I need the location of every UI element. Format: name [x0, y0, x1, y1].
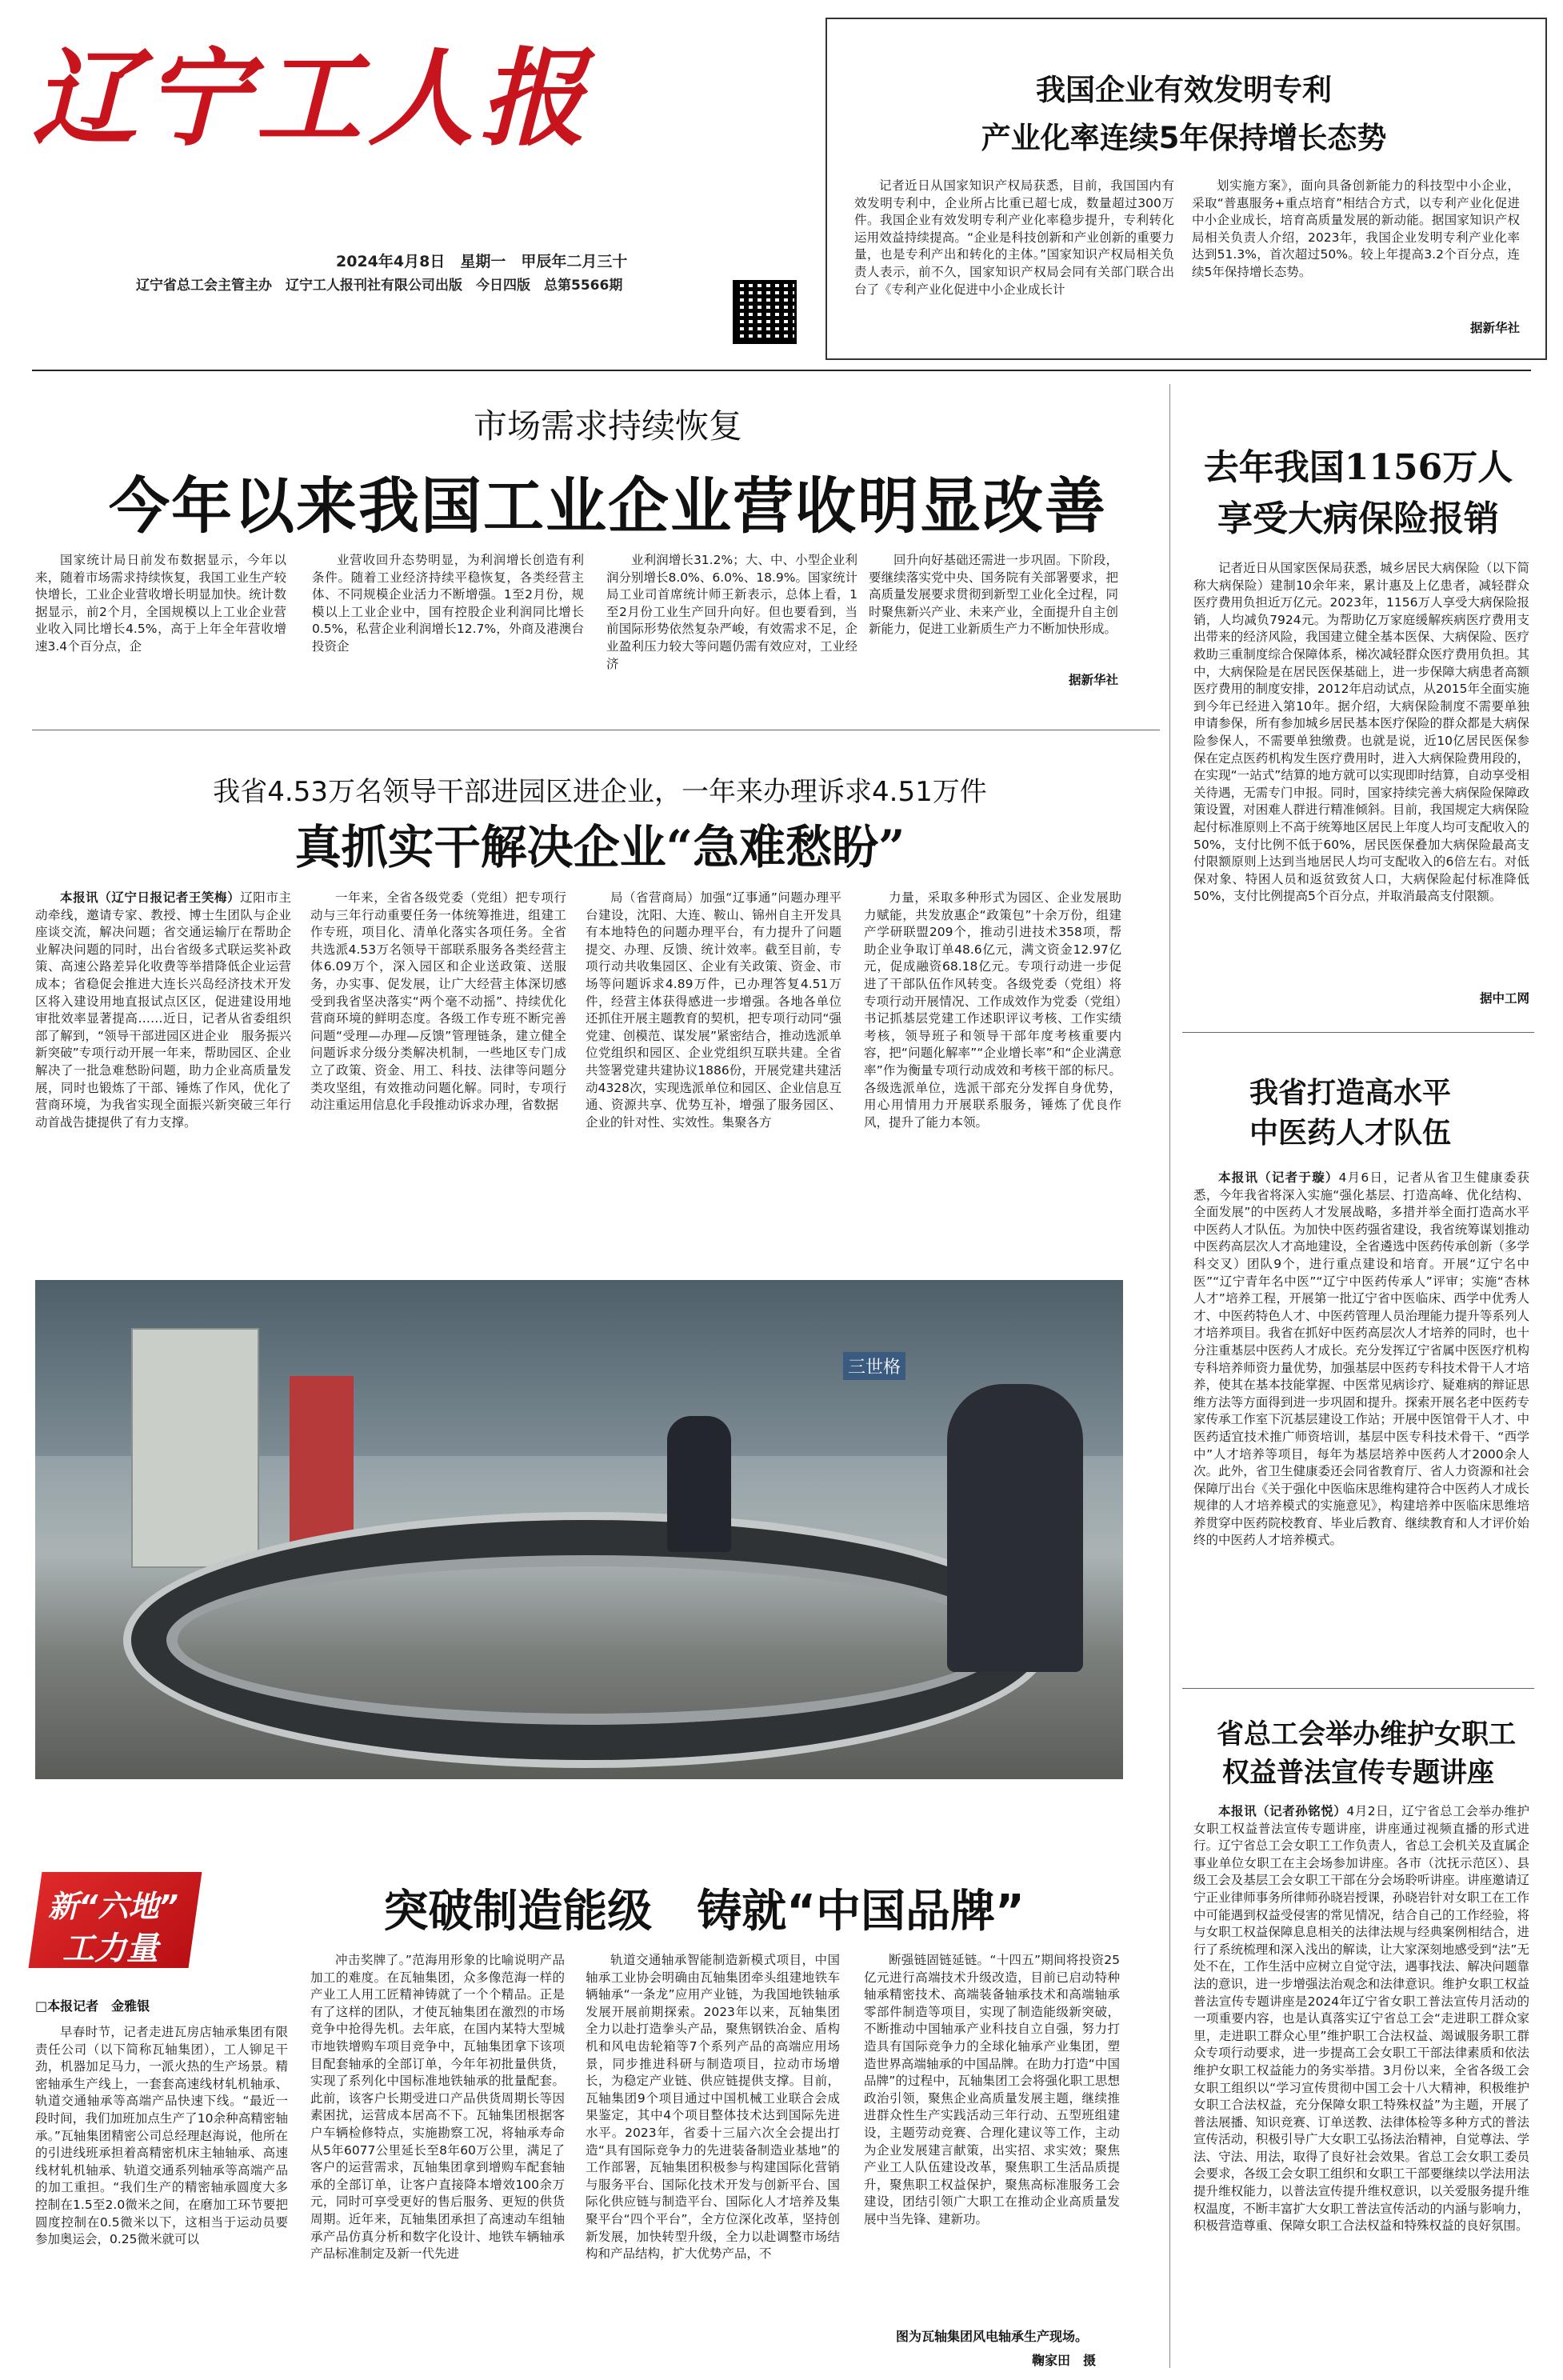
top-story-col-2: 划实施方案》，面向具备创新能力的科技型中小企业，采取“普惠服务+重点培育”相结合方式，以专利产业化促进中小企业成长，培育高质量发展的新动能。据国家知识产权局相关负责人介绍，2023年，我国企业发明专利产业化率达到51.3%，首次超过50%。较上年提高3.2个百分点，连续5年保持增长态势。 [1192, 178, 1520, 279]
insurance-headline-1: 去年我国1156万人 [1203, 447, 1513, 488]
photo-red-cabinet [290, 1376, 354, 1560]
top-story-headline-1: 我国企业有效发明专利 [1036, 73, 1332, 107]
insurance-body: 记者近日从国家医保局获悉，城乡居民大病保险（以下简称大病保险）建制10余年来，累计惠及上亿患者，减轻群众医疗费用负担近万亿元。2023年，1156万人享受大病保险报销，人均减负7924元。为帮助亿万家庭缓解疾病医疗费用支出带来的经济风险，我国建立健全基本医保、大病保险、医疗救助三重制度综合保障体系，梯次减轻群众医疗费用负担。其中，大病保险是在居民医保基础上，进一步保障大病患者高额医疗费用的制度安排，2012年启动试点，从2015年全面实施到今年已经进入第10年。据介绍，大病保险制度不需要单独申请参保，所有参加城乡居民基本医疗保险的群众都是大病保险参保人，不需要单独缴费。也就是说，近10亿居民医保参保在定点医药机构发生医疗费用时，进入大病保险费用段的，在实现“一站式”结算的地方就可以实现即时结算，自动享受相关待遇，无需专门申报。同时，国家持续完善大病保险保障政策设置，对困难人群进行精准倾斜。目前，我国规定大病保险起付标准原则上不高于统筹地区居民上年度人均可支配收入的50%，支付比例不低于60%，居民医保叠加大病保险最高支付限额原则上达到当地居民人均可支配收入的6倍左右。对低保对象、特困人员和返贫致贫人口，大病保险起付标准降低50%，支付比例提高5个百分点，并取消最高支付限额。 [1193, 561, 1529, 904]
photo-worker-right [947, 1384, 1083, 1672]
bearing-col-4: 断强链固链延链。“十四五”期间将投资25亿元进行高端技术升级改造，目前已启动特种轴承精密技术、高端装备轴承技术和高端轴承零部件制造等项目，实现了制造能级新突破，不断推动中国轴承产业科技自立自强，努力打造具有国际竞争力的全球化轴承产业集团，塑造世界高端轴承的中国品牌。在助力打造“中国品牌”的过程中，瓦轴集团工会将强化职工思想政治引领，聚焦企业高质量发展主题，继续推进群众性生产实践活动三年行动、五型班组建设，主题劳动竞赛、合理化建议等工作，主动为企业发展建言献策，出实招、求实效；聚焦产业工人队伍建设改革，聚焦职工生活品质提升，聚焦职工权益保护，聚焦高标准服务工会建设，团结引领广大职工在推动企业高质量发展中当先锋、建新功。 [864, 1953, 1120, 2226]
photo-machine-left [131, 1328, 259, 1568]
right-rule-1 [1182, 1032, 1534, 1033]
lead-col-1: 国家统计局日前发布数据显示，今年以来，随着市场需求持续恢复，我国工业生产较快增长，工业企业营收增长明显加快。统计数据显示，前2个月，全国规模以上工业企业营业收入同比增长4.5%，高于上年全年营收增速3.4个百分点，企 [35, 553, 286, 654]
right-rule-2 [1182, 1688, 1534, 1689]
union-headline-2: 权益普法宣传专题讲座 [1222, 1757, 1494, 1789]
bearing-col-3: 轨道交通轴承智能制造新模式项目，中国轴承工业协会明确由瓦轴集团牵头组建地铁车辆轴承“一条龙”应用产业链，为我国地铁轴承发展开展前期探索。2023年以来，瓦轴集团全力以赴打造拳头产品，聚焦钢铁冶金、盾构机和风电齿轮箱等7个系列产品的高端应用场景，同步推进科研与制造项目，拉动市场增长，为稳定产业链、供应链提供支撑。目前，瓦轴集团9个项目通过中国机械工业联合会成果鉴定，其中4个项目整体技术达到国际先进水平。2023年，省委十三届六次全会提出打造“具有国际竞争力的先进装备制造业基地”的工作部署，瓦轴集团积极参与构建国际化营销与服务平台、国际化技术开发与创新平台、国际化供应链与制造平台、国际化人才培养及集聚平台“四个平台”，全方位深化改革，坚持创新发展，加快转型升级，全力以赴调整市场结构和产品结构，扩大优势产品，不 [586, 1953, 840, 2262]
bearing-byline: □本报记者 金雅银 [35, 1998, 150, 2014]
masthead-rule [32, 370, 1531, 371]
right-column-rule [1169, 384, 1170, 2368]
photo-bearing-ring [131, 1520, 1043, 1760]
top-story-headline-2: 产业化率连续5年保持增长态势 [981, 121, 1387, 155]
cadre-col-3: 局（省营商局）加强“辽事通”问题办理平台建设，沈阳、大连、鞍山、锦州自主开发具有本地特色的问题办理平台，有力提升了问题提交、办理、反馈、统计效率。截至目前，专项行动共收集园区、企业有关政策、资金、市场等问题诉求4.89万件，已办理答复4.51万件，经营主体获得感进一步增强。各地各单位还抓住开展主题教育的契机，把专项行动同“强党建、创模范、谋发展”紧密结合，推动选派单位党组织和园区、企业党组织互联共建。全省共签署党建共建协议1886份，开展党建共建活动4328次，实现选派单位和园区、企业信息互通、资源共享、优势互补，增强了服务园区、企业的针对性、实效性。集聚各方 [586, 890, 841, 1130]
tcm-body: 本报讯（记者于璇）4月6日，记者从省卫生健康委获悉，今年我省将深入实施“强化基层、打造高峰、优化结构、全面发展”的中医药人才发展战略，多措并举全面打造高水平中医药人才队伍。为加快中医药强省建设，我省统筹谋划推动中医药高层次人才高地建设，全省遴选中医药传承创新（多学科交叉）团队9个，进行重点建设和培育。开展“辽宁名中医”“辽宁青年名中医”“辽宁中医药传承人”评审；实施“杏林人才”培养工程，开展第一批辽宁省中医临床、西学中优秀人才、中医药特色人才、中医药管理人员治理能力提升等系列人才培养项目。我省在抓好中医药高层次人才培养的同时，也十分注重基层中医药人才成长。充分发挥辽宁省属中医医疗机构专科培养师资力量优势，加强基层中医药专科技术骨干人才培养，使其在基本技能掌握、中医常见病诊疗、疑难病的辩证思维方法等方面得到进一步巩固和提升。探索开展名老中医药专家传承工作室下沉基层建设工作站；开展中医馆骨干人才、中医药适宜技术推广师资培训，基层中医专科技术骨干、“西学中”人才培养等项目，每年为基层培养中医药人才2000余人次。此外，省卫生健康委还会同省教育厅、省人力资源和社会保障厅出台《关于强化中医临床思维构建符合中医药人才成长规律的人才培养模式的实施意见》，构建培养中医临床思维培养贯穿中医药院校教育、毕业后教育、继续教育和人才评价始终的中医药人才培养模式。 [1193, 1170, 1529, 1548]
insurance-headline-2: 享受大病保险报销 [1217, 498, 1499, 539]
lead-col-2: 业营收回升态势明显，为利润增长创造有利条件。随着工业经济持续平稳恢复，各类经营主体、不同规模企业活力不断增强。1至2月份，规模以上工业企业中，国有控股企业利润同比增长0.5%，私营企业利润增长12.7%，外商及港澳台投资企 [312, 553, 584, 654]
photo-worker-left [667, 1416, 731, 1552]
column-badge-line-1: 新“六地” [48, 1889, 178, 1924]
bearing-photo [35, 1280, 1123, 1779]
photo-credit: 鞠家田 摄 [1032, 2353, 1097, 2368]
masthead-date: 2024年4月8日 星期一 甲辰年二月三十 [336, 253, 628, 270]
top-story-credit: 据新华社 [1469, 321, 1520, 335]
masthead-title: 辽宁工人报 [32, 37, 592, 161]
top-story-col-1: 记者近日从国家知识产权局获悉，目前，我国国内有效发明专利中，企业所占比重已超七成，数量超过300万件。我国企业有效发明专利产业化率稳步提升，专利转化运用效益持续提高。“企业是科技创新和产业创新的重要力量，也是专利产出和转化的主体。”国家知识产权局相关负责人表示，前不久，国家知识产权局会同有关部门联合出台了《专利产业化促进中小企业成长计 [854, 178, 1174, 297]
cadre-col-2: 一年来，全省各级党委（党组）把专项行动与三年行动重要任务一体统筹推进，组建工作专班，项目化、清单化落实各项任务。全省共选派4.53万名领导干部联系服务各类经营主体6.09万个，深入园区和企业送政策、送服务，办实事、促发展，让广大经营主体深切感受到我省坚决落实“两个毫不动摇”、持续优化营商环境的鲜明态度。各级工作专班不断完善问题“受理—办理—反馈”管理链条，建立健全问题诉求分级分类解决机制，一些地区专门成立了政策、资金、用工、科技、法律等问题分类攻坚组，有效推动问题化解。同时，专项行动注重运用信息化手段推动诉求办理，省数据 [310, 890, 566, 1113]
union-body: 本报讯（记者孙铭悦）4月2日，辽宁省总工会举办维护女职工权益普法宣传专题讲座，讲座通过视频直播的形式进行。辽宁省总工会女职工工作负责人，省总工会机关及直属企事业单位女职工在主会场参加讲座。各市（沈抚示范区）、县级工会及基层工会女职工干部在分会场聆听讲座。讲座邀请辽宁正业律师事务所律师孙晓岩授课，孙晓岩针对女职工在工作中可能遇到权益受侵害的常见情况，结合自己的工作经验，将与女职工权益保障息息相关的法律法规与经典案例相结合，进行了系统梳理和深入浅出的解读，让大家深刻地感受到“法”无处不在，工作生活中应树立自觉守法，遇事找法、解决问题靠法的意识，进一步增强法治观念和法律意识。维护女职工权益普法宣传专题讲座是2024年辽宁省女职工普法宣传月活动的一项重要内容，也是认真落实辽宁省总工会“走进职工群众家里，走进职工群众心里”维护职工合法权益、竭诚服务职工群众专项行动要求，进一步提高工会女职工干部法律素质和依法维护女职工权益能力的务实举措。3月份以来，全省各级工会女职工组织以“学习宣传贯彻中国工会十八大精神，积极维护女职工合法权益，充分保障女职工特殊权益”为主题，开展了普法展播、知识竞赛、订单送教、法律体检等多种方式的普法宣传活动，积极引导广大女职工弘扬法治精神，自觉尊法、学法、守法、用法，取得了良好社会效果。省总工会女职工委员会要求，各级工会女职工组织和女职工干部要继续以学法用法提升维权能力，以普法宣传提升维权意识，以关爱服务提升维权温度，不断丰富扩大女职工普法宣传活动的内涵与影响力，积极营造尊重、保障女职工合法权益和特殊权益的良好氛围。 [1193, 1804, 1529, 2234]
union-headline-1: 省总工会举办维护女职工 [1217, 1718, 1516, 1750]
column-badge-line-2: 工力量 [62, 1930, 158, 1967]
photo-caption: 图为瓦轴集团风电轴承生产现场。 [896, 2329, 1089, 2344]
qr-code-icon [733, 280, 797, 344]
lead-headline: 今年以来我国工业企业营收明显改善 [109, 470, 1107, 542]
masthead-logo [32, 37, 800, 222]
bearing-col-2: 冲击奖牌了。”范海用形象的比喻说明产品加工的难度。在瓦轴集团，众多像范海一样的产业工人用工匠精神铸就了一个个精品。正是有了这样的团队，才使瓦轴集团在激烈的市场竞争中抢得先机。去年底，在国内某特大型城市地铁增购车项目竞争中，瓦轴集团拿下该项目配套轴承的全部订单，今年年初批量供货，实现了系列化中国标准地铁轴承的批量配套。此前，该客户长期受进口产品供货周期长等因素困扰，运营成本居高不下。瓦轴集团根据客户车辆检修特点，实施勘察工况，将轴承寿命从5年6077公里延长至8年60万公里，满足了客户的运营需求，瓦轴集团拿到增购车配套轴承的全部订单，让客户直接降本增效100余万元，同时可享受更好的售后服务、更短的供货周期。近年来，瓦轴集团承担了高速动车组轴承产品仿真分析和数字化设计、地铁车辆轴承产品标准制定及新一代先进 [310, 1953, 565, 2262]
cadre-col-1: 本报讯（辽宁日报记者王笑梅）辽阳市主动牵线，邀请专家、教授、博士生团队与企业座谈交流，解决问题；省交通运输厅在帮助企业解决问题的同时，出台省级多式联运奖补政策、高速公路差异化收费等举措降低企业运营成本；省稳促会推进大连长兴岛经济技术开发区将入建设用地直报试点区区，促进建设用地审批效率显著提高……近日，记者从省委组织部了解到，“领导干部进园区进企业 服务振兴新突破”专项行动开展一年来，帮助园区、企业解决了一批急难愁盼问题，助力企业高质量发展，同时也锻炼了干部、锤炼了作风，优化了营商环境，为我省实现全面振兴新突破三年行动首战告捷提供了有力支撑。 [35, 890, 291, 1130]
cadre-col-4: 力量，采取多种形式为园区、企业发展助力赋能，共发放惠企“政策包”十余万份，组建产学研联盟209个，推动引进技术358项，帮助企业争取订单48.6亿元，满文资金12.97亿元，促成融资68.18亿元。专项行动进一步促进了干部队伍作风转变。各级党委（党组）将专项行动开展情况、工作成效作为党委（党组）书记抓基层党建工作述职评议考核、工作实绩考核，领导班子和领导干部年度考核重要内容，把“问题化解率”“企业增长率”和“企业满意率”作为衡量专项行动成效和考核干部的标尺。各级选派单位，选派干部充分发挥自身优势，用心用情用力开展联系服务，锤炼了优良作风，提升了能力本领。 [864, 890, 1121, 1130]
lead-credit: 据新华社 [1068, 673, 1118, 687]
bearing-headline: 突破制造能级 铸就“中国品牌” [383, 1886, 1025, 1938]
insurance-credit: 据中工网 [1479, 991, 1529, 1006]
lead-col-4: 回升向好基础还需进一步巩固。下阶段，要继续落实党中央、国务院有关部署要求，把高质量发展要求贯彻到新型工业化全过程，同时聚焦新兴产业、未来产业，全面提升自主创新能力，促进工业新质生产力不断加快形成。 [869, 553, 1118, 637]
tcm-headline-2: 中医药人才队伍 [1249, 1117, 1451, 1150]
lead-kicker: 市场需求持续恢复 [473, 406, 742, 446]
photo-sign: 三世格 [843, 1352, 905, 1380]
cadre-kicker: 我省4.53万名领导干部进园区进企业，一年来办理诉求4.51万件 [213, 776, 987, 808]
tcm-headline-1: 我省打造高水平 [1249, 1077, 1451, 1110]
lead-col-3: 业利润增长31.2%；大、中、小型企业利润分别增长8.0%、6.0%、18.9%。国家统计局工业司首席统计师王新表示，总体上看，1至2月份工业生产回升向好。但也要看到，当前国际形势依然复杂严峻，有效需求不足，企业盈利压力较大等问题仍需有效应对，工业经济 [606, 553, 857, 671]
cadre-headline: 真抓实干解决企业“急难愁盼” [294, 820, 905, 874]
masthead-publisher: 辽宁省总工会主管主办 辽宁工人报刊社有限公司出版 今日四版 总第5566期 [136, 278, 623, 294]
bearing-col-1: 早春时节，记者走进瓦房店轴承集团有限责任公司（以下简称瓦轴集团），工人铆足干劲，机器加足马力，一派火热的生产场景。精密轴承生产线上，一套套高速线材轧机轴承、轨道交通轴承等高端产品快速下线。“最近一段时间，我们加班加点生产了10余种高精密轴承。”瓦轴集团精密公司总经理赵海说，他所在的引进线班承担着高精密机床主轴轴承、高速线材轧机轴承、轨道交通系列轴承等高端产品的加工重担。“我们生产的精密轴承圆度大多控制在1.5至2.0微米之间，在磨加工环节要把圆度控制在0.5微米以下，这相当于运动员要参加奥运会，0.25微米就可以 [35, 2025, 288, 2247]
